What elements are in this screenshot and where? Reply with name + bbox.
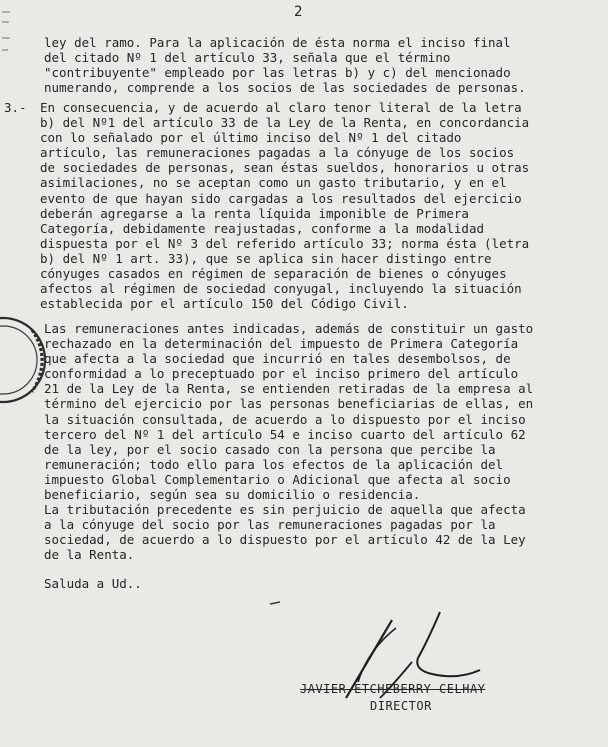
text-line: afectos al régimen de sociedad conyugal, incluyendo la situación <box>40 281 522 297</box>
official-stamp <box>0 300 48 424</box>
text-line: sociedad, de acuerdo a lo dispuesto por el artículo 42 de la Ley <box>44 532 526 548</box>
item-number: 3.- <box>4 100 27 115</box>
text-line: remuneración; todo ello para los efectos de la aplicación del <box>44 456 504 472</box>
page-number: 2 <box>294 4 303 20</box>
stamp-seal <box>0 300 48 420</box>
text-line: conformidad a lo preceptuado por el inciso primero del artículo <box>44 366 519 382</box>
text-line: numerando, comprende a los socios de las sociedades de personas. <box>44 80 526 96</box>
text-line: Las remuneraciones antes indicadas, además de constituir un gasto <box>44 321 534 336</box>
text-line: término del ejercicio por las personas beneficiarias de ellas, en <box>44 396 534 412</box>
margin-marks <box>0 8 14 71</box>
text-line: En consecuencia, y de acuerdo al claro tenor literal de la letra <box>40 100 522 115</box>
text-line: evento de que hayan sido cargadas a los resultados del ejercicio <box>40 190 522 206</box>
text-line: asimilaciones, no se aceptan como un gasto tributario, y en el <box>40 175 507 191</box>
text-line: de la Renta. <box>44 547 135 563</box>
margin-bracket <box>0 8 14 68</box>
text-line: con lo señalado por el último inciso del Nº 1 del citado <box>40 130 462 146</box>
text-line: establecida por el artículo 150 del Código Civil. <box>40 296 409 312</box>
text-line: ley del ramo. Para la aplicación de ésta norma el inciso final <box>44 35 511 50</box>
taxation-paragraph <box>44 502 598 562</box>
text-line: la situación consultada, de acuerdo a lo dispuesto por el inciso <box>44 411 526 427</box>
text-line: que afecta a la sociedad que incurrió en tales desembolsos, de <box>44 351 511 367</box>
text-line: deberán agregarse a la renta líquida imponible de Primera <box>40 205 469 221</box>
text-line: Categoría, debidamente reajustadas, conforme a la modalidad <box>40 220 485 236</box>
intro-paragraph <box>44 35 584 95</box>
closing-salutation: Saluda a Ud.. <box>44 576 142 591</box>
text-line: artículo, las remuneraciones pagadas a la cónyuge de los socios <box>40 145 515 161</box>
text-line: cónyuges casados en régimen de separación de bienes o cónyuges <box>40 266 507 282</box>
item-3-paragraph <box>40 100 598 311</box>
text-line: beneficiario, según sea su domicilio o residencia. <box>44 487 421 503</box>
text-line: dispuesta por el Nº 3 del referido artículo 33; norma ésta (letra <box>40 235 530 251</box>
text-line: 21 de la Ley de la Renta, se entienden retiradas de la empresa al <box>44 381 534 397</box>
text-line: de la ley, por el socio casado con la persona que percibe la <box>44 441 496 457</box>
text-line: "contribuyente" empleado por las letras b) y c) del mencionado <box>44 65 511 81</box>
text-line: b) del Nº 1 art. 33), que se aplica sin hacer distingo entre <box>40 250 492 266</box>
text-line: del citado Nº 1 del artículo 33, señala que el término <box>44 50 451 66</box>
text-line: de sociedades de personas, sean éstas sueldos, honorarios u otras <box>40 160 530 176</box>
remuneration-paragraph <box>44 321 600 502</box>
signatory-name: JAVIER ETCHEBERRY CELHAY <box>300 682 486 696</box>
text-line: rechazado en la determinación del impuesto de Primera Categoría <box>44 336 519 352</box>
signatory-title: DIRECTOR <box>370 699 432 713</box>
text-line: La tributación precedente es sin perjuicio de aquella que afecta <box>44 502 526 517</box>
text-line: b) del Nº1 del artículo 33 de la Ley de la Renta, en concordancia <box>40 115 530 131</box>
text-line: a la cónyuge del socio por las remuneraciones pagadas por la <box>44 517 496 533</box>
text-line: tercero del Nº 1 del artículo 54 e inciso cuarto del artículo 62 <box>44 426 526 442</box>
text-line: impuesto Global Complementario o Adicional que afecta al socio <box>44 471 511 487</box>
